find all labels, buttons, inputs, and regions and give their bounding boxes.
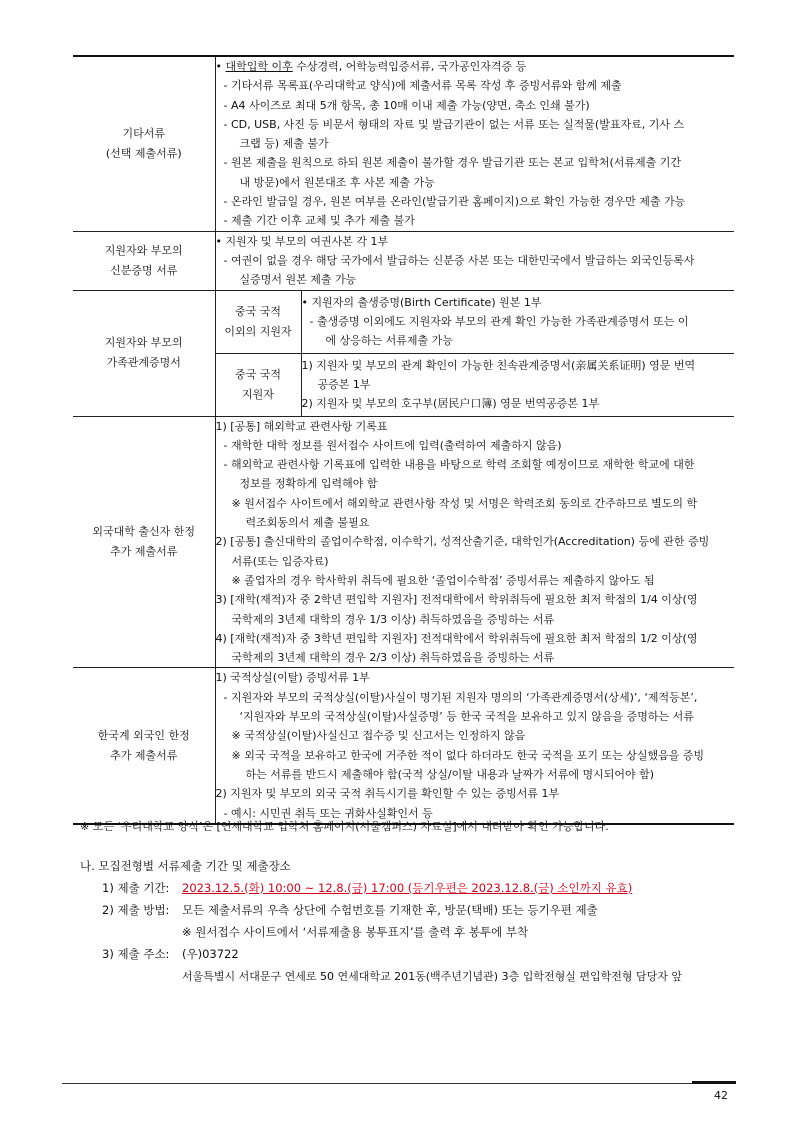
footer-page-marker xyxy=(692,1081,736,1084)
row-korean-foreigner xyxy=(73,668,734,824)
section-title: 나. 모집전형별 서류제출 기간 및 제출장소 xyxy=(80,859,291,873)
subcategory-non-china: 중국 국적 이외의 지원자 xyxy=(215,290,301,353)
content-foreign-university: 1) [공통] 해외학교 관련사항 기록표 - 재학한 대학 정보를 원서접수 사이트에 입력(출력하여 제출하지 않음) - 해외학교 관련사항 기록표에 입력한 내용을 바탕으로 학력 조회할 예정이므로 재학한 학교에 대한 정보를 정확하게 입력해야 함 ※ 원서접수 사이트에서 해외학교 관련사항 작성 및 서명은 학력조회 동의로 간주하므로 별도의 학 력조회동의서 제출 불필요 2) [공통] 출신대학의 졸업이수학점, 이수학기, 성적산출기준, 대학인가(Accreditation) 등에 관한 증빙 서류(또는 입증자료) ※ 졸업자의 경우 학사학위 취득에 필요한 ‘졸업이수학점’ 증빙서류는 제출하지 않아도 됨 3) [재학(재적)자 중 2학년 편입학 지원자] 전적대학에서 학위취득에 필요한 최저 학점의 1/4 이상(영 국학제의 3년제 대학의 경우 1/3 이상) 취득하였음을 증빙하는 서류 4) [재학(재적)자 중 3학년 편입학 지원자] 전적대학에서 학위취득에 필요한 최저 학점의 1/2 이상(영 국학제의 3년제 대학의 경우 2/3 이상) 취득하였음을 증빙하는 서류 xyxy=(215,416,734,668)
category-family-relation: 지원자와 부모의 가족관계증명서 xyxy=(73,290,215,416)
method-note: ※ 원서접수 사이트에서 ‘서류제출용 봉투표지’를 출력 후 봉투에 부착 xyxy=(182,925,529,939)
row-identity-documents xyxy=(73,231,734,290)
content-china: 1) 지원자 및 부모의 관계 확인이 가능한 친속관계증명서(亲属关系证明) 영문 번역 공증본 1부 2) 지원자 및 부모의 호구부(居民户口簿) 영문 번역공증본 1부 xyxy=(301,353,734,416)
category-identity-documents: 지원자와 부모의 신분증명 서류 xyxy=(73,231,215,290)
page-number: 42 xyxy=(714,1089,728,1102)
address-zip: (우)03722 xyxy=(182,947,239,961)
content-identity-documents: • 지원자 및 부모의 여권사본 각 1부 - 여권이 없을 경우 해당 국가에서 발급하는 신분증 사본 또는 대한민국에서 발급하는 외국인등록사 실증명서 원본 제출 가능 xyxy=(215,231,734,290)
content-korean-foreigner: 1) 국적상실(이탈) 증빙서류 1부 - 지원자와 부모의 국적상실(이탈)사실이 명기된 지원자 명의의 ‘가족관계증명서(상세)’, ‘제적등본’, ‘지원자와 부모의 국적상실(이탈)사실증명’ 등 한국 국적을 보유하고 있지 않음을 증명하는 서류 ※ 국적상실(이탈)사실신고 접수증 및 신고서는 인정하지 않음 ※ 외국 국적을 보유하고 한국에 거주한 적이 없다 하더라도 한국 국적을 포기 또는 상실했음을 증빙 하는 서류를 반드시 제출해야 함(국적 상실/이탈 내용과 날짜가 서류에 명시되어야 함) 2) 지원자 및 부모의 외국 국적 취득시기를 확인할 수 있는 증빙서류 1부 - 예시: 시민권 취득 또는 귀화사실확인서 등 xyxy=(215,668,734,824)
period-label: 1) 제출 기간: xyxy=(102,881,170,895)
method-label: 2) 제출 방법: xyxy=(102,903,170,917)
method-value: 모든 제출서류의 우측 상단에 수험번호를 기재한 후, 방문(택배) 또는 등기우편 제출 xyxy=(182,903,598,917)
content-non-china: • 지원자의 출생증명(Birth Certificate) 원본 1부 - 출생증명 이외에도 지원자와 부모의 관계 확인 가능한 가족관계증명서 또는 이 에 상응하는 서류제출 가능 xyxy=(301,290,734,353)
category-foreign-university: 외국대학 출신자 한정 추가 제출서류 xyxy=(73,416,215,668)
address-value: 서울특별시 서대문구 연세로 50 연세대학교 201동(백주년기념관) 3층 입학전형실 편입학전형 담당자 앞 xyxy=(182,970,682,983)
footer-divider xyxy=(62,1083,736,1084)
row-family-relation-non-china xyxy=(73,290,734,353)
bullet-line: • 대학입학 이후 수상경력, 어학능력입증서류, 국가공인자격증 등 xyxy=(215,60,527,73)
row-other-documents xyxy=(73,56,734,231)
period-value: 2023.12.5.(화) 10:00 ~ 12.8.(금) 17:00 (등기우편은 2023.12.8.(금) 소인까지 유효) xyxy=(182,881,633,895)
address-label: 3) 제출 주소: xyxy=(102,947,170,961)
subcategory-china: 중국 국적 지원자 xyxy=(215,353,301,416)
content-other-documents: • 대학입학 이후 수상경력, 어학능력입증서류, 국가공인자격증 등 - 기타서류 목록표(우리대학교 양식)에 제출서류 목록 작성 후 증빙서류와 함께 제출 - A4 사이즈로 최대 5개 항목, 총 10매 이내 제출 가능(양면, 축소 인쇄 불가) - CD, USB, 사진 등 비문서 형태의 자료 및 발급기관이 없는 서류 또는 실적물(발표자료, 기사 스 크랩 등) 제출 불가 - 원본 제출을 원칙으로 하되 원본 제출이 불가할 경우 발급기관 또는 본교 입학처(서류제출 기간 내 방문)에서 원본대조 후 사본 제출 가능 - 온라인 발급일 경우, 원본 여부를 온라인(발급기관 홈페이지)으로 확인 가능한 경우만 제출 가능 - 제출 기간 이후 교체 및 추가 제출 불가 xyxy=(215,56,734,231)
row-foreign-university xyxy=(73,416,734,668)
table-footnote: ※ 모든 ‘우리대학교 양식’은 [연세대학교 입학처 홈페이지(서울캠퍼스) 자료실]에서 내려받아 확인 가능합니다. xyxy=(80,820,609,833)
category-other-documents: 기타서류 (선택 제출서류) xyxy=(73,56,215,231)
category-korean-foreigner: 한국계 외국인 한정 추가 제출서류 xyxy=(73,668,215,824)
document-requirements-table xyxy=(73,55,734,825)
